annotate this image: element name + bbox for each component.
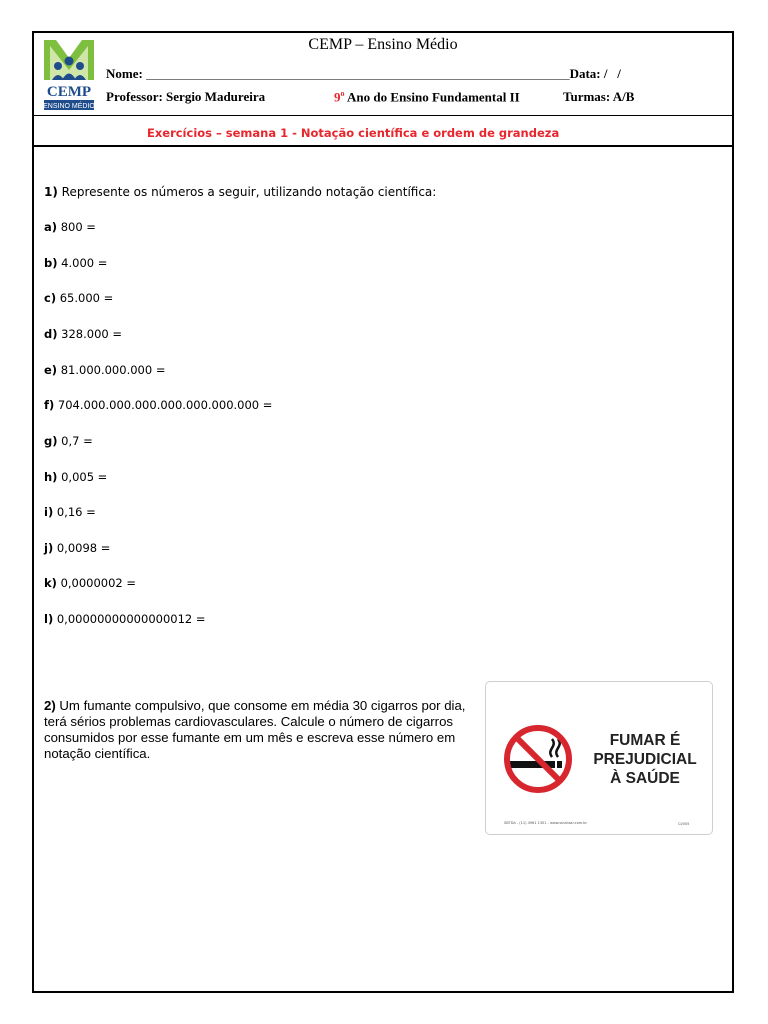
- exercise-item-h: h) 0,005 =: [44, 470, 108, 484]
- exercise-item-f: f) 704.000.000.000.000.000.000.000 =: [44, 398, 273, 412]
- school-title: CEMP – Ensino Médio: [308, 36, 458, 53]
- exercise-item-d: d) 328.000 =: [44, 327, 123, 341]
- sign-footer-contact: SBTDA - (11) 4961 1301 - www.sinalizar.com.br: [504, 821, 587, 825]
- exercise-item-c: c) 65.000 =: [44, 291, 114, 305]
- exercise-item-i: i) 0,16 =: [44, 505, 96, 519]
- exercise-item-b: b) 4.000 =: [44, 256, 108, 270]
- question-1-prompt: 1) Represente os números a seguir, utilizando notação científica:: [44, 185, 437, 199]
- exercise-item-j: j) 0,0098 =: [44, 541, 111, 555]
- exercise-item-g: g) 0,7 =: [44, 434, 93, 448]
- date-label: Data:: [569, 66, 601, 81]
- no-smoking-sign: [485, 681, 713, 835]
- worksheet: [32, 31, 734, 993]
- name-row: [106, 66, 621, 82]
- header: [34, 33, 732, 115]
- sign-message: FUMAR É PREJUDICIAL À SAÚDE: [593, 732, 697, 787]
- professor-label: Professor: Sergio Madureira: [106, 89, 266, 104]
- exercise-item-e: e) 81.000.000.000 =: [44, 363, 166, 377]
- divider-bottom: [34, 145, 732, 147]
- exercise-item-k: k) 0,0000002 =: [44, 576, 137, 590]
- grade-label: 9$^o$ Ano do Ensino Fundamental II: [334, 89, 520, 105]
- svg-text:CEMP: CEMP: [46, 84, 92, 100]
- question-2-text: 2) Um fumante compulsivo, que consome em média 30 cigarros por dia, terá sérios problemas cardiovasculares. Calcule o número de cigarros consumidos por esse fumante em um mês e escreva esse número em notação científica.: [44, 698, 466, 761]
- name-blank-line: _____________________________________________________________________________: [146, 69, 570, 81]
- sign-footer-code: CI/005: [678, 822, 690, 826]
- exercise-item-l: l) 0,00000000000000012 =: [44, 612, 206, 626]
- exercise-item-a: a) 800 =: [44, 220, 96, 234]
- svg-text:ENSINO MÉDIO: ENSINO MÉDIO: [43, 103, 95, 110]
- date-slashes: / /: [603, 66, 621, 81]
- divider-top: [34, 115, 732, 116]
- turmas-label: Turmas: A/B: [563, 89, 635, 104]
- no-smoking-icon: [502, 723, 574, 795]
- name-label: Nome:: [106, 66, 143, 81]
- worksheet-subtitle: Exercícios – semana 1 - Notação científica e ordem de grandeza: [147, 126, 560, 140]
